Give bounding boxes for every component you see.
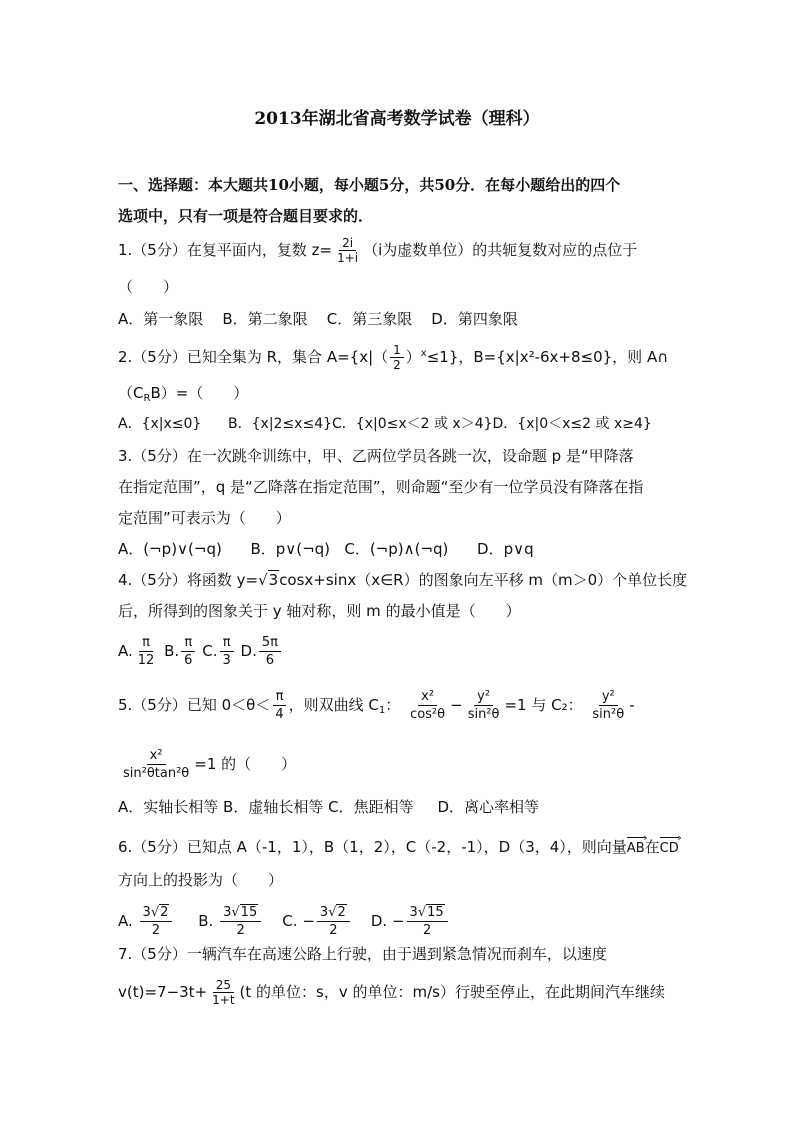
option-b: B．p∨(¬q) [250,540,331,558]
option-d: D．p∨q [477,540,534,558]
question-4-line-1 [118,570,687,590]
fraction: $\frac{\text{y²}}{\text{sin²θ}}$ [592,689,625,722]
complement-suffix: B）=（ ） [150,384,249,402]
fraction: $\frac{2i}{1+i}$ [337,236,359,265]
section-heading-line-1: 一、选择题：本大题共10小题，每小题5分，共50分．在每小题给出的四个 [118,176,621,194]
minus-sign: − [302,912,315,930]
question-2-text: 2.（5分）已知全集为 R，集合 A={x|（ [118,348,389,366]
question-1-line-1 [118,236,637,265]
question-2-line-2 [118,383,248,409]
question-1-text-tail: （i为虚数单位）的共轭复数对应的点位于 [363,241,638,259]
question-1-text: 1.（5分）在复平面内，复数 z= [118,241,333,259]
vector-ab: › AB [627,839,645,859]
option-d: D．第四象限 [431,310,518,328]
fraction: $\frac{\pi}{4}$ [272,688,286,723]
page-title: 2013年湖北省高考数学试卷（理科） [254,109,540,129]
option-a-label: A. [118,642,133,660]
question-2-options [118,414,652,434]
option-c-fraction: $\frac{\pi}{3}$ [219,634,233,669]
question-2-text-tail: ≤1}，B={x|x²-6x+8≤0}，则 A∩ [426,348,669,366]
option-a: A．{x|x≤0} [118,416,202,432]
question-3-line-2: 在指定范围”，q 是“乙降落在指定范围”，则命题“至少有一位学员没有降落在指 [118,478,644,496]
option-c-label: C. [202,642,218,660]
sqrt: √3 [258,571,279,589]
equation-tail: =1 与 C₂： [504,696,583,714]
option-d-fraction: $\frac{5\pi}{6}$ [259,634,281,669]
question-3-line-1: 3.（5分）在一次跳伞训练中，甲、乙两位学员各跳一次，设命题 p 是“甲降落 [118,447,634,465]
option-c: C．第三象限 [326,310,413,328]
question-4-options [118,634,283,669]
question-7-text-tail: (t 的单位：s，v 的单位：m/s）行驶至停止，在此期间汽车继续 [239,983,665,1001]
option-c: C．(¬p)∧(¬q) [344,540,449,558]
question-5-line-1 [118,688,635,723]
question-7-line-2 [118,978,665,1007]
option-b: B．第二象限 [222,310,308,328]
option-a-label: A. [118,912,133,930]
equation-tail: =1 的（ ） [194,755,297,773]
paren: ） [405,348,421,366]
question-1-blank: （ ） [118,278,179,296]
minus-sign: − [391,912,405,930]
question-7-line-1: 7.（5分）一辆汽车在高速公路上行驶，由于遇到紧急情况而刹车，以速度 [118,945,607,963]
option-a: A．第一象限 [118,310,204,328]
question-5-text: 5.（5分）已知 0＜θ＜ [118,696,271,714]
connector: 在 [644,838,660,856]
question-6-line-1 [118,837,679,859]
question-2-line-1 [118,343,668,372]
option-b-label: B. [164,642,180,660]
question-4-line-2: 后，所得到的图象关于 y 轴对称，则 m 的最小值是（ ） [118,602,521,620]
fraction: $\frac{\text{x²}}{\text{sin²θtan²θ}}$ [123,748,190,781]
option-a: A．(¬p)∨(¬q) [118,540,222,558]
subscript: 1 [378,705,386,716]
option-b-fraction: $\frac{3√15}{2}$ [220,904,261,939]
fraction: $\frac{1}{2}$ [390,343,404,372]
option-b-fraction: $\frac{\pi}{6}$ [181,634,195,669]
option-c: C．焦距相等 [328,798,414,816]
option-a: A．实轴长相等 [118,798,219,816]
fraction: $\frac{25}{1+t}$ [212,978,235,1007]
minus-sign: − [450,696,463,714]
section-heading-line-2: 选项中，只有一项是符合题目要求的． [118,207,374,225]
question-6-line-2: 方向上的投影为（ ） [118,871,284,889]
option-d: D．{x|0＜x≤2 或 x≥4} [492,416,652,432]
hyperbola-label: ，则双曲线 C [288,696,379,714]
question-3-line-3: 定范围”可表示为（ ） [118,509,291,527]
question-4-text: 4.（5分）将函数 y= [118,571,259,589]
option-d-label: D. [370,912,388,930]
option-c-fraction: $\frac{3√2}{2}$ [317,904,350,939]
option-a-fraction: $\frac{3√2}{2}$ [140,904,173,939]
question-7-formula: v(t)=7−3t+ [118,983,208,1001]
option-a-fraction: $\frac{\pi}{12}$ [137,635,155,668]
option-b: B．虚轴长相等 [223,798,324,816]
option-b-label: B. [198,912,214,930]
question-4-text-tail: cosx+sinx（x∈R）的图象向左平移 m（m＞0）个单位长度 [279,571,688,589]
question-6-options [118,904,450,939]
question-5-line-2 [118,747,296,782]
option-b: B．{x|2≤x≤4} [228,416,333,432]
fraction: $\frac{\text{y²}}{\text{sin²θ}}$ [467,689,500,722]
question-6-text: 6.（5分）已知点 A（-1，1），B（1，2），C（-2，-1），D（3，4），则向量 [118,838,627,856]
minus-sign: - [629,696,635,714]
question-3-options [118,539,534,559]
colon: ： [385,696,401,714]
question-5-options [118,797,539,817]
option-c-label: C. [282,912,298,930]
vector-cd: › CD [660,839,679,859]
option-d-fraction: $\frac{3√15}{2}$ [407,904,448,939]
exponent: x [420,348,427,359]
fraction: $\frac{\text{x²}}{\text{cos²θ}}$ [410,689,446,722]
option-d-label: D. [240,642,257,660]
option-c: C．{x|0≤x＜2 或 x＞4} [332,416,493,432]
subscript: R [143,393,151,404]
option-d: D．离心率相等 [437,798,540,816]
question-1-options [118,309,518,329]
complement-prefix: （C [118,384,144,402]
